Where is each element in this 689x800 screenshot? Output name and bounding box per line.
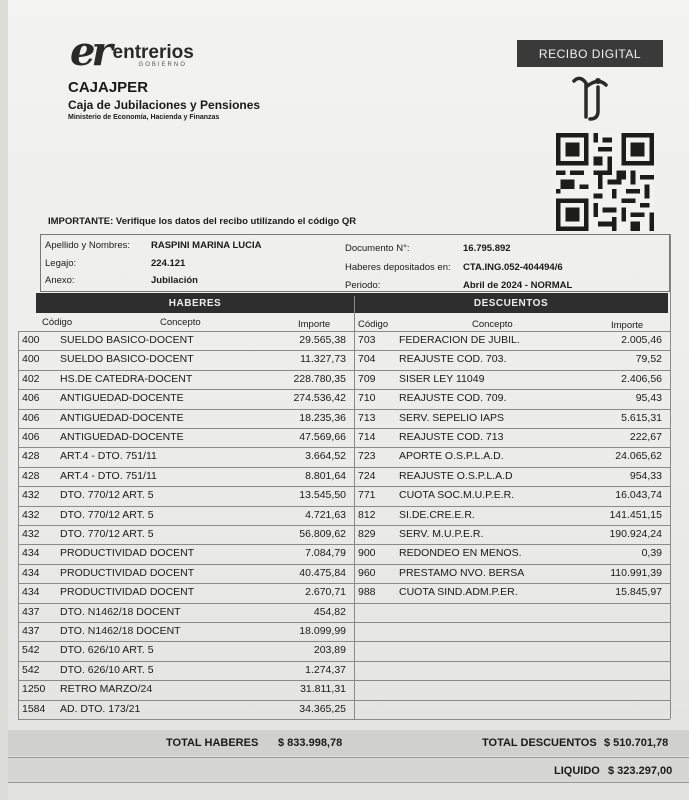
liquido-label: LIQUIDO	[554, 765, 600, 777]
haberes-amount: 40.475,84	[299, 566, 346, 579]
er-logo-icon: er	[70, 28, 109, 75]
descuentos-code: 988	[358, 586, 376, 599]
descuentos-concept: FEDERACION DE JUBIL.	[399, 334, 520, 346]
haberes-amount-header: Importe	[298, 319, 331, 330]
haberes-row	[8, 700, 354, 719]
haberes-amount: 18.235,36	[299, 411, 346, 424]
descuentos-concept: REAJUSTE COD. 703.	[399, 353, 507, 366]
descuentos-amount: 222,67	[629, 431, 662, 443]
legajo-label: Legajo:	[45, 258, 77, 269]
descuentos-amount: 190.924,24	[609, 528, 662, 540]
haberes-concept: DTO. 626/10 ART. 5	[60, 663, 154, 676]
haberes-concept: DTO. 626/10 ART. 5	[60, 644, 154, 657]
haberes-code-header: Código	[42, 317, 73, 328]
descuentos-concept: PRESTAMO NVO. BERSA	[399, 566, 525, 579]
haberes-amount: 34.365,25	[299, 702, 346, 715]
descuentos-concept: CUOTA SIND.ADM.P.ER.	[399, 586, 518, 599]
haberes-code: 1584	[22, 702, 46, 715]
cajajper-emblem-icon	[568, 73, 612, 121]
haberes-concept: DTO. N1462/18 DOCENT	[60, 625, 181, 637]
haberes-concept: DTO. 770/12 ART. 5	[60, 528, 154, 540]
name-label: Apellido y Nombres:	[45, 240, 131, 251]
descuentos-concept: CUOTA SOC.M.U.P.E.R.	[399, 489, 515, 502]
haberes-row	[8, 641, 354, 660]
haberes-concept-header: Concepto	[160, 317, 201, 328]
descuentos-amount: 141.451,15	[609, 508, 662, 521]
row-divider	[18, 719, 670, 720]
haberes-code: 428	[22, 469, 40, 482]
beneficiary-name: RASPINI MARINA LUCIA	[151, 240, 262, 251]
haberes-row	[8, 622, 354, 641]
descuentos-row	[8, 447, 689, 466]
haberes-code: 432	[22, 489, 40, 502]
haberes-code: 400	[22, 334, 40, 346]
haberes-concept: AD. DTO. 173/21	[60, 702, 141, 715]
descuentos-amount: 15.845,97	[615, 586, 662, 599]
descuentos-amount: 2.406,56	[621, 372, 662, 385]
haberes-code: 406	[22, 392, 40, 405]
haberes-amount: 203,89	[313, 644, 346, 657]
haberes-amount: 2.670,71	[305, 586, 346, 599]
qr-code-icon	[553, 133, 657, 231]
descuentos-row	[8, 331, 689, 350]
total-descuentos-label: TOTAL DESCUENTOS	[482, 737, 597, 749]
anexo-label: Anexo:	[45, 275, 75, 286]
descuentos-amount: 24.065,62	[615, 450, 662, 463]
entrerios-logo	[70, 28, 194, 75]
haberes-code: 1250	[22, 683, 46, 696]
haberes-code: 437	[22, 605, 40, 618]
descuentos-code: 829	[358, 528, 376, 540]
descuentos-amount-header: Importe	[611, 320, 644, 331]
descuentos-row	[8, 525, 689, 544]
haberes-amount: 454,82	[313, 605, 346, 618]
recibo-digital-badge: RECIBO DIGITAL	[517, 40, 663, 67]
haberes-row	[8, 661, 354, 680]
haberes-code: 428	[22, 450, 40, 463]
descuentos-row	[8, 467, 689, 486]
haberes-amount: 228.780,35	[293, 372, 346, 385]
totals-bar	[8, 730, 689, 756]
beneficiary-info-box	[40, 234, 670, 292]
haberes-amount: 3.664,52	[305, 450, 346, 463]
haberes-concept: ANTIGUEDAD-DOCENTE	[60, 392, 184, 405]
total-haberes-label: TOTAL HABERES	[166, 737, 259, 749]
descuentos-amount: 5.615,31	[621, 411, 662, 424]
haberes-concept: ART.4 - DTO. 751/11	[60, 450, 157, 463]
descuentos-row	[8, 564, 689, 583]
descuentos-amount: 0,39	[641, 547, 662, 560]
haberes-code: 406	[22, 431, 40, 443]
haberes-concept: PRODUCTIVIDAD DOCENT	[60, 547, 195, 560]
descuentos-concept: REAJUSTE O.S.P.L.A.D	[399, 469, 513, 482]
org-subtitle: Caja de Jubilaciones y Pensiones	[68, 98, 261, 112]
liquido-value: $ 323.297,00	[608, 765, 673, 777]
liquido-bar	[8, 757, 689, 783]
haberes-amount: 29.565,38	[299, 334, 346, 346]
descuentos-row	[8, 428, 689, 447]
haberes-amount: 11.327,73	[300, 353, 346, 366]
haberes-code: 434	[22, 566, 40, 579]
logo-name: entrerios	[112, 42, 194, 63]
periodo-value: Abril de 2024 - NORMAL	[463, 280, 573, 291]
descuentos-row	[8, 389, 689, 408]
descuentos-concept: SISER LEY 11049	[399, 372, 485, 385]
haberes-code: 402	[22, 372, 40, 385]
haberes-code: 434	[22, 586, 40, 599]
haberes-row	[8, 680, 354, 699]
descuentos-amount: 110.991,39	[610, 566, 662, 579]
descuentos-amount: 2.005,46	[621, 334, 662, 346]
descuentos-code: 960	[358, 566, 376, 579]
haberes-concept: PRODUCTIVIDAD DOCENT	[60, 566, 195, 579]
descuentos-amount: 79,52	[635, 353, 662, 366]
deposit-label: Haberes depositados en:	[345, 262, 451, 273]
descuentos-section-header: DESCUENTOS	[354, 293, 668, 313]
haberes-code: 434	[22, 547, 40, 560]
haberes-amount: 7.084,79	[305, 547, 346, 560]
descuentos-code: 723	[358, 450, 376, 463]
qr-verification-notice: IMPORTANTE: Verifique los datos del recibo utilizando el código QR	[48, 216, 357, 227]
haberes-concept: SUELDO BASICO-DOCENT	[60, 334, 194, 346]
descuentos-concept: REAJUSTE COD. 713	[399, 431, 504, 443]
haberes-code: 432	[22, 528, 40, 540]
haberes-concept: ART.4 - DTO. 751/11	[60, 469, 157, 482]
descuentos-code: 771	[358, 489, 376, 502]
haberes-amount: 56.809,62	[299, 528, 346, 540]
haberes-amount: 274.536,42	[293, 392, 346, 405]
descuentos-code: 900	[358, 547, 376, 560]
logo-sub: GOBIERNO	[138, 62, 187, 68]
descuentos-amount: 16.043,74	[615, 489, 662, 502]
descuentos-concept: SI.DE.CRE.E.R.	[399, 508, 475, 521]
descuentos-amount: 954,33	[629, 469, 662, 482]
descuentos-amount: 95,43	[635, 392, 662, 405]
document-label: Documento N°:	[345, 243, 410, 254]
haberes-concept: PRODUCTIVIDAD DOCENT	[60, 586, 195, 599]
org-title: CAJAJPER	[68, 79, 149, 96]
descuentos-code: 713	[358, 411, 376, 424]
total-haberes-value: $ 833.998,78	[278, 737, 343, 749]
descuentos-code: 704	[358, 353, 376, 366]
descuentos-code: 703	[358, 334, 376, 346]
haberes-concept: DTO. N1462/18 DOCENT	[60, 605, 181, 618]
ministry-name: Ministerio de Economía, Hacienda y Finanzas	[68, 114, 220, 121]
haberes-section-header: HABERES	[36, 293, 354, 313]
haberes-amount: 8.801,64	[305, 469, 346, 482]
periodo-label: Periodo:	[345, 280, 381, 291]
descuentos-row	[8, 506, 689, 525]
descuentos-row	[8, 544, 689, 563]
document-number: 16.795.892	[463, 243, 511, 254]
haberes-amount: 18.099,99	[299, 625, 346, 637]
haberes-concept: HS.DE CATEDRA-DOCENT	[60, 372, 193, 385]
descuentos-code: 710	[358, 392, 376, 405]
legajo-number: 224.121	[151, 258, 186, 269]
haberes-code: 406	[22, 411, 40, 424]
descuentos-concept-header: Concepto	[472, 319, 513, 330]
deposit-account: CTA.ING.052-404494/6	[463, 262, 563, 273]
haberes-code: 432	[22, 508, 40, 521]
receipt-page	[8, 0, 689, 800]
descuentos-concept: APORTE O.S.P.L.A.D.	[399, 450, 504, 463]
descuentos-row	[8, 583, 689, 602]
haberes-concept: ANTIGUEDAD-DOCENTE	[60, 411, 184, 424]
descuentos-concept: SERV. M.U.P.E.R.	[399, 528, 484, 540]
total-descuentos-value: $ 510.701,78	[604, 737, 669, 749]
haberes-amount: 4.721,63	[305, 508, 346, 521]
descuentos-row	[8, 370, 689, 389]
haberes-concept: DTO. 770/12 ART. 5	[60, 489, 154, 502]
haberes-amount: 31.811,31	[300, 683, 346, 696]
haberes-code: 437	[22, 625, 40, 637]
haberes-row	[8, 603, 354, 622]
descuentos-row	[8, 486, 689, 505]
haberes-amount: 13.545,50	[299, 489, 346, 502]
haberes-concept: SUELDO BASICO-DOCENT	[60, 353, 194, 366]
descuentos-code: 812	[358, 508, 376, 521]
haberes-concept: ANTIGUEDAD-DOCENTE	[60, 431, 184, 443]
descuentos-concept: SERV. SEPELIO IAPS	[399, 411, 505, 424]
haberes-amount: 1.274,37	[305, 663, 346, 676]
descuentos-code-header: Código	[358, 319, 389, 330]
descuentos-row	[8, 350, 689, 369]
descuentos-code: 714	[358, 431, 376, 443]
haberes-code: 542	[22, 663, 40, 676]
descuentos-concept: REAJUSTE COD. 709.	[399, 392, 507, 405]
haberes-code: 542	[22, 644, 40, 657]
haberes-concept: RETRO MARZO/24	[60, 683, 153, 696]
haberes-concept: DTO. 770/12 ART. 5	[60, 508, 154, 521]
anexo-value: Jubilación	[151, 275, 198, 286]
descuentos-row	[8, 409, 689, 428]
descuentos-code: 709	[358, 372, 376, 385]
descuentos-code: 724	[358, 469, 376, 482]
descuentos-concept: REDONDEO EN MENOS.	[399, 547, 522, 560]
haberes-amount: 47.569,66	[299, 431, 346, 443]
haberes-code: 400	[22, 353, 40, 366]
